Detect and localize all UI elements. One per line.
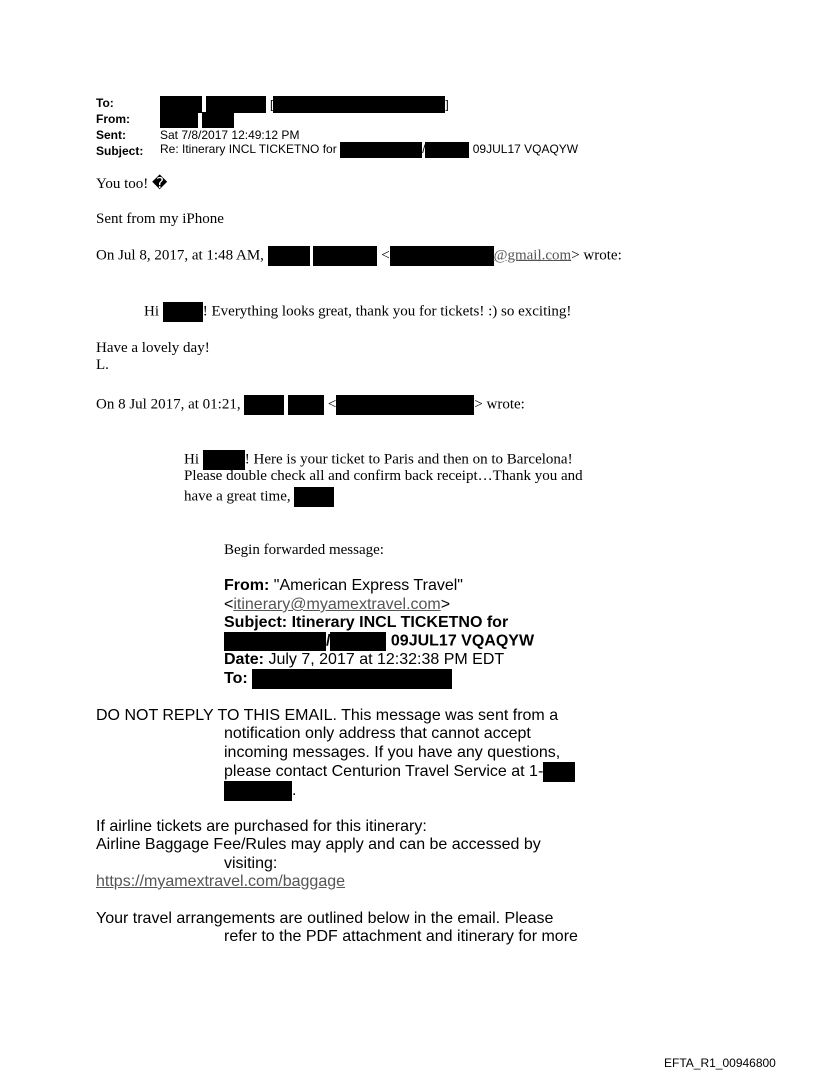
quote2-line3-redacted <box>294 487 334 507</box>
to-recipients-redacted: [ ] <box>160 95 449 113</box>
quote1-hi-rest: ! Everything looks great, thank you for tickets! :) so exciting! <box>202 303 572 320</box>
subject-suffix: 09JUL17 VQAQYW <box>472 142 579 157</box>
subject-line: Re: Itinerary INCL TICKETNO for / 09JUL17 VQAQYW <box>160 142 579 157</box>
forward-subject-line2: / 09JUL17 VQAQYW <box>224 632 534 651</box>
quote2-prefix: On 8 Jul 2017, at 01:21, <box>96 396 241 413</box>
notice-line4 <box>224 762 575 782</box>
baggage-link[interactable]: https://myamextravel.com/baggage <box>96 873 346 890</box>
forward-from-label: From: <box>224 577 270 594</box>
document-id: EFTA_R1_00946800 <box>664 1056 776 1070</box>
forward-date-label: Date: <box>224 651 265 668</box>
forward-subject-tail: 09JUL17 VQAQYW <box>390 632 535 650</box>
notice-line3: incoming messages. If you have any questions, <box>224 744 561 761</box>
quote2-hi-rest: ! Here is your ticket to Paris and then on to Barcelona! <box>244 451 573 468</box>
notice-line2: notification only address that cannot accept <box>224 725 531 742</box>
quote2-hi-line <box>184 450 573 470</box>
quote2-line3-text: have a great time, <box>184 488 291 505</box>
baggage-line1: If airline tickets are purchased for this itinerary: <box>96 818 427 835</box>
notice-line4-text: please contact Centurion Travel Service at 1- <box>224 763 544 781</box>
from-redacted <box>160 111 234 129</box>
forward-subject-redacted-2 <box>330 632 386 651</box>
forward-date-value: July 7, 2017 at 12:32:38 PM EDT <box>264 651 505 668</box>
notice-line1: DO NOT REPLY TO THIS EMAIL. This message was sent from a <box>96 707 559 724</box>
quote1-attribution: On Jul 8, 2017, at 1:48 AM, < @gmail.com> wrote: <box>96 246 622 266</box>
quote2-suffix: > wrote: <box>474 396 525 413</box>
quote2-redacted-name-2 <box>288 395 324 415</box>
quote2-line2: Please double check all and confirm back receipt…Thank you and <box>184 468 583 484</box>
to-label: To: <box>96 96 114 110</box>
sent-label: Sent: <box>96 128 126 142</box>
notice-line5 <box>224 781 296 801</box>
forward-subject-line1: Subject: Itinerary INCL TICKETNO for <box>224 614 509 631</box>
from-label: From: <box>96 112 130 126</box>
forward-from-email-line: <itinerary@myamextravel.com> <box>224 596 451 613</box>
quote2-redacted-email <box>336 395 474 415</box>
notice-phone-redacted-2 <box>224 781 292 801</box>
forward-to-line <box>224 669 452 689</box>
quote1-prefix: On Jul 8, 2017, at 1:48 AM, <box>96 247 264 264</box>
forward-to-redacted <box>252 669 452 689</box>
forward-subject-redacted-1 <box>224 632 326 651</box>
subject-prefix: Re: Itinerary INCL TICKETNO for <box>160 142 337 157</box>
quote2-redacted-name-1 <box>244 395 284 415</box>
forward-begin: Begin forwarded message: <box>224 542 384 558</box>
quote1-hi-prefix: Hi <box>144 303 159 320</box>
forward-to-label: To: <box>224 670 248 688</box>
quote1-signoff: L. <box>96 357 109 373</box>
quote1-hi-line <box>144 302 571 322</box>
quote1-lovely-day: Have a lovely day! <box>96 340 210 356</box>
reply-line-you-too: You too! � <box>96 176 168 192</box>
quote1-redacted-email <box>390 246 494 266</box>
baggage-line3: visiting: <box>224 855 278 872</box>
quote1-redacted-name-2 <box>313 246 377 266</box>
subject-redacted-1 <box>340 142 422 158</box>
arrangements-line2: refer to the PDF attachment and itinerary for more <box>224 928 578 945</box>
quote2-hi-redacted <box>203 450 245 470</box>
subject-label: Subject: <box>96 144 144 158</box>
forward-date-line <box>224 651 504 669</box>
arrangements-line1: Your travel arrangements are outlined below in the email. Please <box>96 910 554 927</box>
sent-value: Sat 7/8/2017 12:49:12 PM <box>160 128 300 142</box>
forward-from-email-link[interactable]: itinerary@myamextravel.com <box>233 596 441 613</box>
quote1-redacted-name-1 <box>268 246 310 266</box>
quote1-email-domain-link[interactable]: @gmail.com <box>493 247 572 264</box>
notice-phone-redacted-1 <box>543 762 575 782</box>
subject-redacted-2 <box>425 142 469 158</box>
quote1-suffix: > wrote: <box>571 247 622 264</box>
reply-signature-iphone: Sent from my iPhone <box>96 211 224 227</box>
quote2-hi-prefix: Hi <box>184 451 199 468</box>
forward-from-value: "American Express Travel" <box>269 577 463 594</box>
quote1-hi-redacted <box>163 302 203 322</box>
quote2-attribution: On 8 Jul 2017, at 01:21, < > wrote: <box>96 395 525 415</box>
notice-line5-end: . <box>292 782 297 800</box>
quote2-line3 <box>184 487 334 507</box>
baggage-line2: Airline Baggage Fee/Rules may apply and can be accessed by <box>96 836 541 853</box>
forward-from-line <box>224 577 463 595</box>
